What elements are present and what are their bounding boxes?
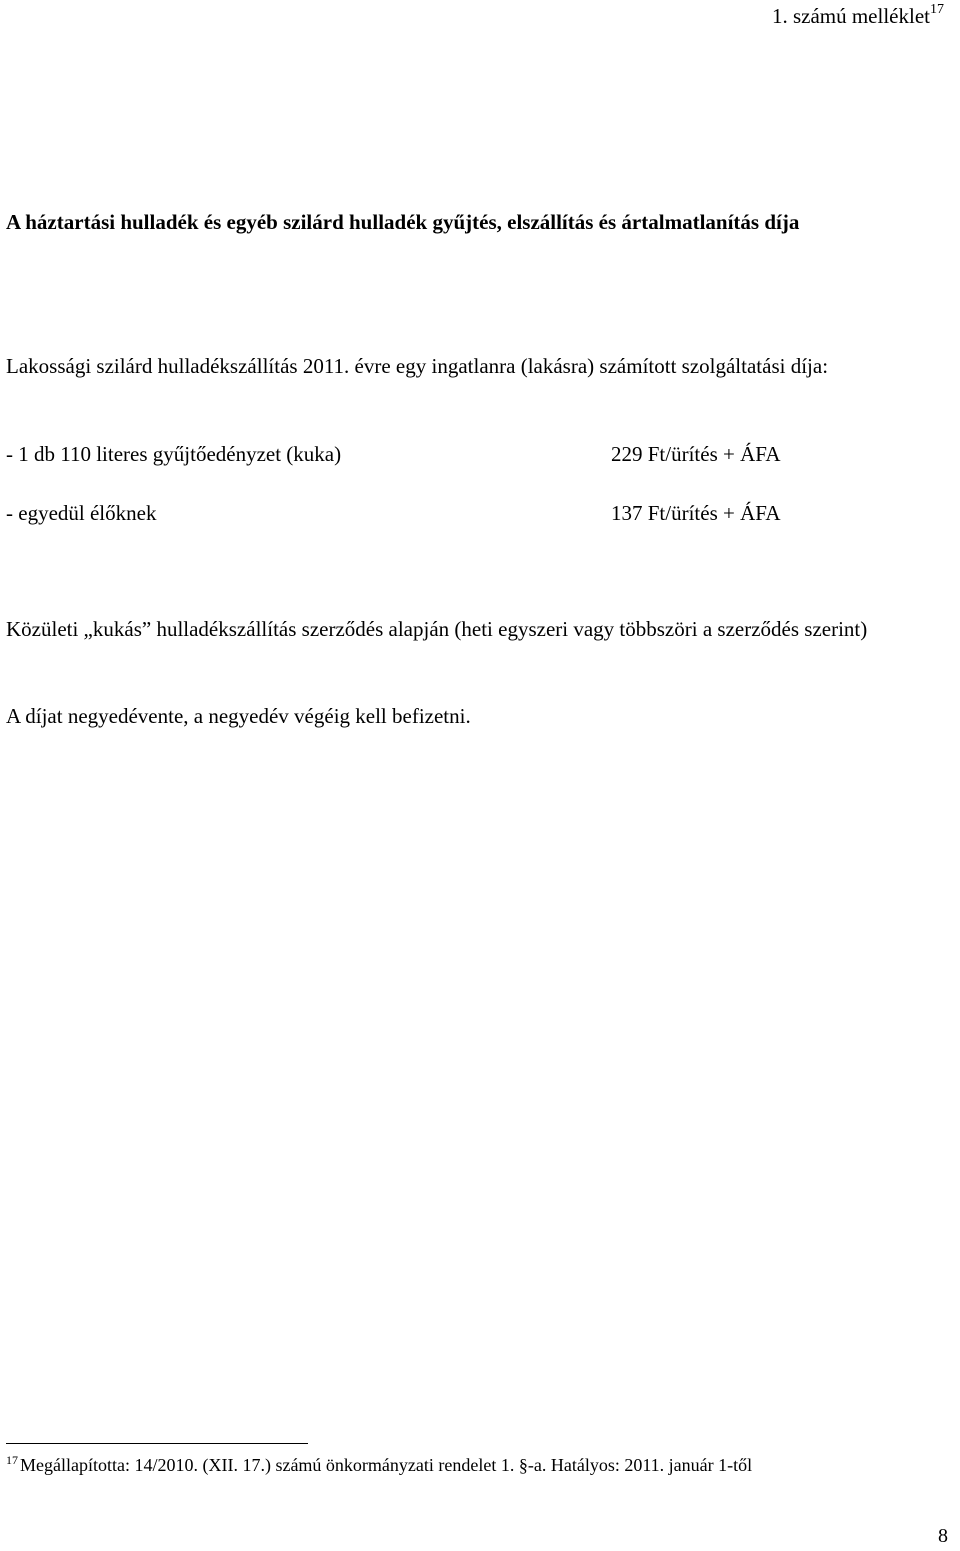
- fee-row-standard-bin: [6, 440, 906, 469]
- fee-label: - 1 db 110 literes gyűjtőedényzet (kuka): [6, 442, 342, 466]
- fee-row-single-residents: [6, 499, 906, 528]
- annex-footnote-ref: 17: [930, 2, 944, 17]
- fee-price: 229 Ft/ürítés + ÁFA: [611, 442, 781, 466]
- footnote-divider: [6, 1443, 308, 1444]
- footnote: [6, 1455, 752, 1476]
- footnote-text: Megállapította: 14/2010. (XII. 17.) számú önkormányzati rendelet 1. §-a. Hatályos: 2011. január 1-től: [20, 1455, 753, 1475]
- document-title: A háztartási hulladék és egyéb szilárd hulladék gyűjtés, elszállítás és ártalmatlanítás díja: [6, 210, 800, 234]
- fee-label: - egyedül élőknek: [6, 501, 157, 525]
- intro-paragraph: Lakossági szilárd hulladékszállítás 2011. évre egy ingatlanra (lakásra) számított szolgáltatási díja:: [6, 354, 829, 378]
- footnote-number: 17: [6, 1453, 18, 1467]
- public-collection-paragraph: Közületi „kukás” hulladékszállítás szerződés alapján (heti egyszeri vagy többszöri a szerződés szerint): [6, 617, 868, 641]
- page-number: 8: [938, 1525, 948, 1547]
- annex-label: [772, 4, 944, 29]
- payment-note: A díjat negyedévente, a negyedév végéig kell befizetni.: [6, 704, 471, 728]
- annex-label-text: 1. számú melléklet: [771, 4, 930, 28]
- fee-price: 137 Ft/ürítés + ÁFA: [611, 501, 781, 525]
